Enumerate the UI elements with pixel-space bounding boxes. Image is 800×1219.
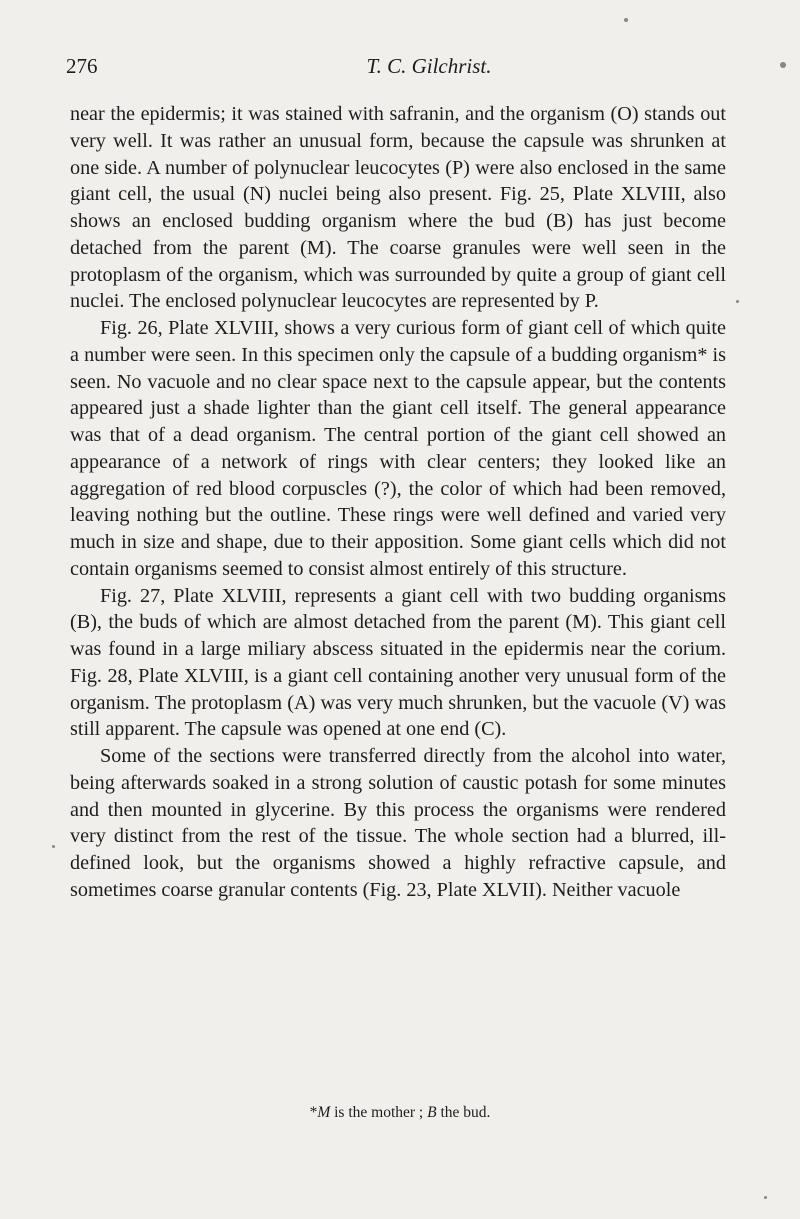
running-head: T. C. Gilchrist. (366, 54, 492, 78)
paragraph-4: Some of the sections were transferred directly from the alcohol into water, being afterwards soaked in a strong solution of caustic potash for some minutes and then mounted in glycerine. By this process the organisms were rendered very distinct from the rest of the tissue. The whole section had a blurred, ill-defined look, but the organisms showed a highly refractive capsule, and sometimes coarse granular contents (Fig. 23, Plate XLVII). Neither vacuole (70, 745, 726, 901)
footnote-m-letter: M (317, 1104, 331, 1121)
paper-speck (736, 300, 739, 303)
footnote-b-letter: B (427, 1104, 437, 1121)
paragraph-2: Fig. 26, Plate XLVIII, shows a very curious form of giant cell of which quite a number were seen. In this specimen only the capsule of a budding organism* is seen. No vacuole and no clear space next to the capsule appear, but the contents appeared just a shade lighter than the giant cell itself. The general appearance was that of a dead organism. The central portion of the giant cell showed an appearance of a network of rings with clear centers; they looked like an aggregation of red blood corpuscles (?), the color of which had been removed, leaving nothing but the outline. These rings were well defined and varied very much in size and shape, due to their apposition. Some giant cells which did not contain organisms seemed to consist almost entirely of this structure. (70, 317, 726, 580)
footnote-marker: * (309, 1104, 318, 1121)
paragraph-3: Fig. 27, Plate XLVIII, represents a giant cell with two budding organisms (B), the buds of which are almost detached from the parent (M). This giant cell was found in a large miliary abscess situated in the epidermis near the corium. Fig. 28, Plate XLVIII, is a giant cell containing another very unusual form of the organism. The protoplasm (A) was very much shrunken, but the vacuole (V) was still apparent. The capsule was opened at one end (C). (70, 584, 726, 741)
page-header (66, 54, 732, 84)
page-number: 276 (66, 54, 98, 78)
paper-speck (52, 845, 55, 848)
paper-speck (624, 18, 628, 22)
footnote-m-text: is the mother ; (330, 1104, 428, 1121)
body-text (70, 101, 726, 904)
paper-speck (764, 1196, 767, 1199)
footnote-b-text: the bud. (436, 1104, 491, 1121)
paper-speck (780, 62, 786, 68)
paragraph-1: near the epidermis; it was stained with safranin, and the organism (O) stands out very well. It was rather an unusual form, because the capsule was shrunken at one side. A number of polynuclear leucocytes (P) were also enclosed in the same giant cell, the usual (N) nuclei being also present. Fig. 25, Plate XLVIII, also shows an enclosed budding organism where the bud (B) has just become detached from the parent (M). The coarse granules were well seen in the protoplasm of the organism, which was surrounded by quite a group of giant cell nuclei. The enclosed polynuclear leucocytes are represented by P. (70, 103, 726, 313)
footnote (0, 1104, 800, 1122)
